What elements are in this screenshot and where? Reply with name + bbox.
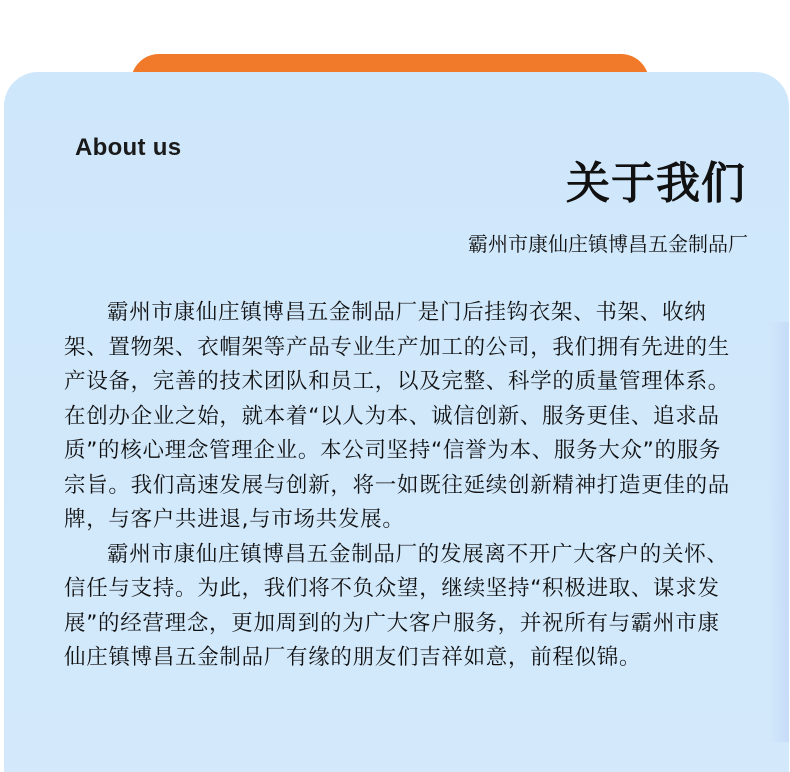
body-paragraph: 霸州市康仙庄镇博昌五金制品厂是门后挂钩衣架、书架、收纳架、置物架、衣帽架等产品专业生产加工的公司，我们拥有先进的生产设备，完善的技术团队和员工，以及完整、科学的质量管理体系。 在创办企业之始，就本着“以人为本、诚信创新、服务更佳、追求品质”的核心理念管理企业。本公司坚持“信誉为本、服务大众”的服务宗旨。我们高速发展与创新，将一如既往延续创新精神打造更佳的品牌，与客户共进退,与市场共发展。: [64, 300, 731, 532]
body-paragraph: 霸州市康仙庄镇博昌五金制品厂的发展离不开广大客户的关怀、信任与支持。为此，我们将不负众望，继续坚持“积极进取、谋求发展”的经营理念，更加周到的为广大客户服务，并祝所有与霸州市康仙庄镇博昌五金制品厂有缘的朋友们吉祥如意，前程似锦。: [64, 541, 729, 670]
about-us-heading-zh: 关于我们: [566, 158, 746, 209]
company-name: 霸州市康仙庄镇博昌五金制品厂: [468, 232, 748, 256]
about-us-heading-en: About us: [75, 134, 182, 161]
card-edge-shade: [769, 322, 789, 742]
about-body: [64, 296, 730, 676]
